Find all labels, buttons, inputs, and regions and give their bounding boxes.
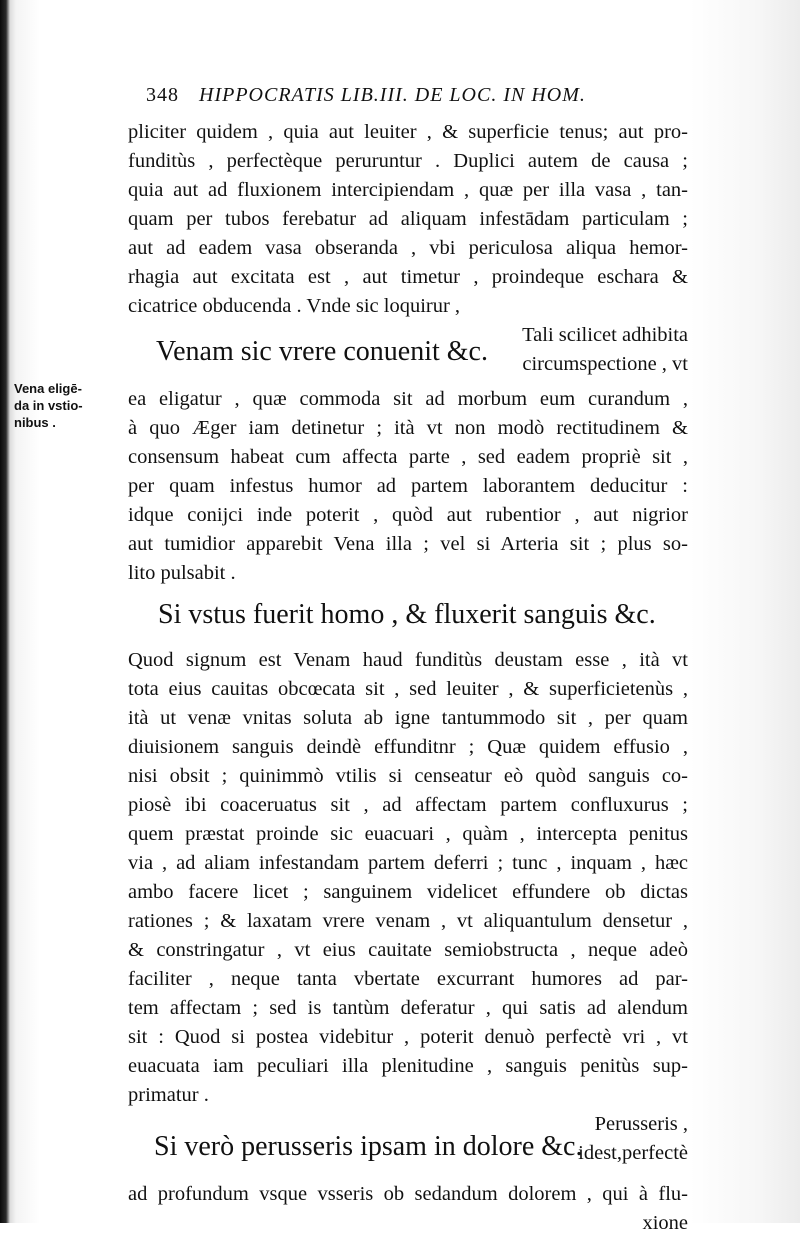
text-line: Tali scilicet adhibita — [522, 324, 688, 346]
text-line: idque conijci inde poterit , quòd aut rubentior , aut nigrior — [128, 504, 688, 526]
text-line: ea eligatur , quæ commoda sit ad morbum eum curandum , — [128, 388, 688, 410]
text-line: quia aut ad fluxionem intercipiendam , quæ per illa vasa , tan- — [128, 179, 688, 201]
paragraph-1 — [128, 118, 688, 321]
margin-note-line: nibus . — [14, 415, 56, 430]
text-line: aut ad eadem vasa obseranda , vbi periculosa aliqua hemor- — [128, 237, 688, 259]
text-line: aut tumidior apparebit Vena illa ; vel si Arteria sit ; plus so- — [128, 533, 688, 555]
running-header — [146, 84, 686, 107]
text-line: circumspectione , vt — [522, 353, 688, 375]
page-number: 348 — [146, 84, 179, 106]
lemma-commentary — [510, 321, 688, 379]
text-line: cicatrice obducenda . Vnde sic loquirur , — [128, 295, 461, 317]
running-title: HIPPOCRATIS LIB.III. DE LOC. IN HOM. — [199, 84, 586, 106]
text-line: lito pulsabit . — [128, 562, 236, 584]
paragraph-4 — [128, 1180, 688, 1238]
text-line: & constringatur , vt eius cauitate semiobstructa , neque adeò — [128, 939, 688, 961]
text-line: sit : Quod si postea videbitur , poterit denuò perfectè vri , vt — [128, 1026, 688, 1048]
lemma-commentary — [510, 1110, 688, 1168]
text-line: ambo facere licet ; sanguinem videlicet effundere ob dictas — [128, 881, 688, 903]
text-line: pliciter quidem , quia aut leuiter , & superficie tenus; aut pro- — [128, 121, 688, 143]
margin-note — [14, 380, 106, 431]
text-line: nisi obsit ; quinimmò vtilis si censeatur eò quòd sanguis co- — [128, 765, 688, 787]
catchword: xione — [642, 1212, 688, 1234]
text-line: tem affectam ; sed is tantùm deferatur , qui satis ad alendum — [128, 997, 688, 1019]
lemma-1 — [128, 321, 688, 385]
margin-note-line: da in vstio- — [14, 398, 83, 413]
text-line: diuisionem sanguis deindè effunditnr ; Quæ quidem effusio , — [128, 736, 688, 758]
text-line: via , ad aliam infestandam partem deferri ; tunc , inquam , hæc — [128, 852, 688, 874]
lemma-3 — [128, 1110, 688, 1180]
text-line: ad profundum vsque vsseris ob sedandum dolorem , qui à flu- — [128, 1183, 688, 1205]
text-line: consensum habeat cum affecta parte , sed eadem propriè sit , — [128, 446, 688, 468]
text-line: faciliter , neque tanta vbertate excurrant humores ad par- — [128, 968, 688, 990]
lemma-heading: Venam sic vrere conuenit &c. — [156, 336, 488, 367]
text-line: rationes ; & laxatam vrere venam , vt aliquantulum densetur , — [128, 910, 688, 932]
text-line: per quam infestus humor ad partem laborantem deducitur : — [128, 475, 688, 497]
text-line: piosè ibi coaceruatus sit , ad affectam partem confluxurus ; — [128, 794, 688, 816]
text-line: à quo Æger iam detinetur ; ità vt non modò rectitudinem & — [128, 417, 688, 439]
text-line: quam per tubos ferebatur ad aliquam infestādam particulam ; — [128, 208, 688, 230]
text-line: Perusseris , — [594, 1113, 688, 1135]
paragraph-3 — [128, 646, 688, 1110]
margin-note-line: Vena eligē- — [14, 381, 82, 396]
text-line: primatur . — [128, 1084, 209, 1106]
main-text — [128, 118, 688, 1238]
text-line: tota eius cauitas obcœcata sit , sed leuiter , & superficietenùs , — [128, 678, 688, 700]
lemma-2: Si vstus fuerit homo , & fluxerit sanguis &c. — [158, 599, 656, 630]
text-line: funditùs , perfectèque peruruntur . Duplici autem de causa ; — [128, 150, 688, 172]
text-line: ità ut venæ vnitas soluta ab igne tantummodo sit , per quam — [128, 707, 688, 729]
lemma-heading: Si verò perusseris ipsam in dolore &c. — [154, 1131, 583, 1162]
text-line: euacuata iam peculiari illa plenitudine , sanguis penitùs sup- — [128, 1055, 688, 1077]
text-line: Quod signum est Venam haud funditùs deustam esse , ità vt — [128, 649, 688, 671]
text-line: rhagia aut excitata est , aut timetur , proindeque eschara & — [128, 266, 688, 288]
text-line: quem præstat proinde sic euacuari , quàm , intercepta penitus — [128, 823, 688, 845]
paragraph-2 — [128, 385, 688, 588]
text-line: idest,perfectè — [578, 1142, 688, 1164]
